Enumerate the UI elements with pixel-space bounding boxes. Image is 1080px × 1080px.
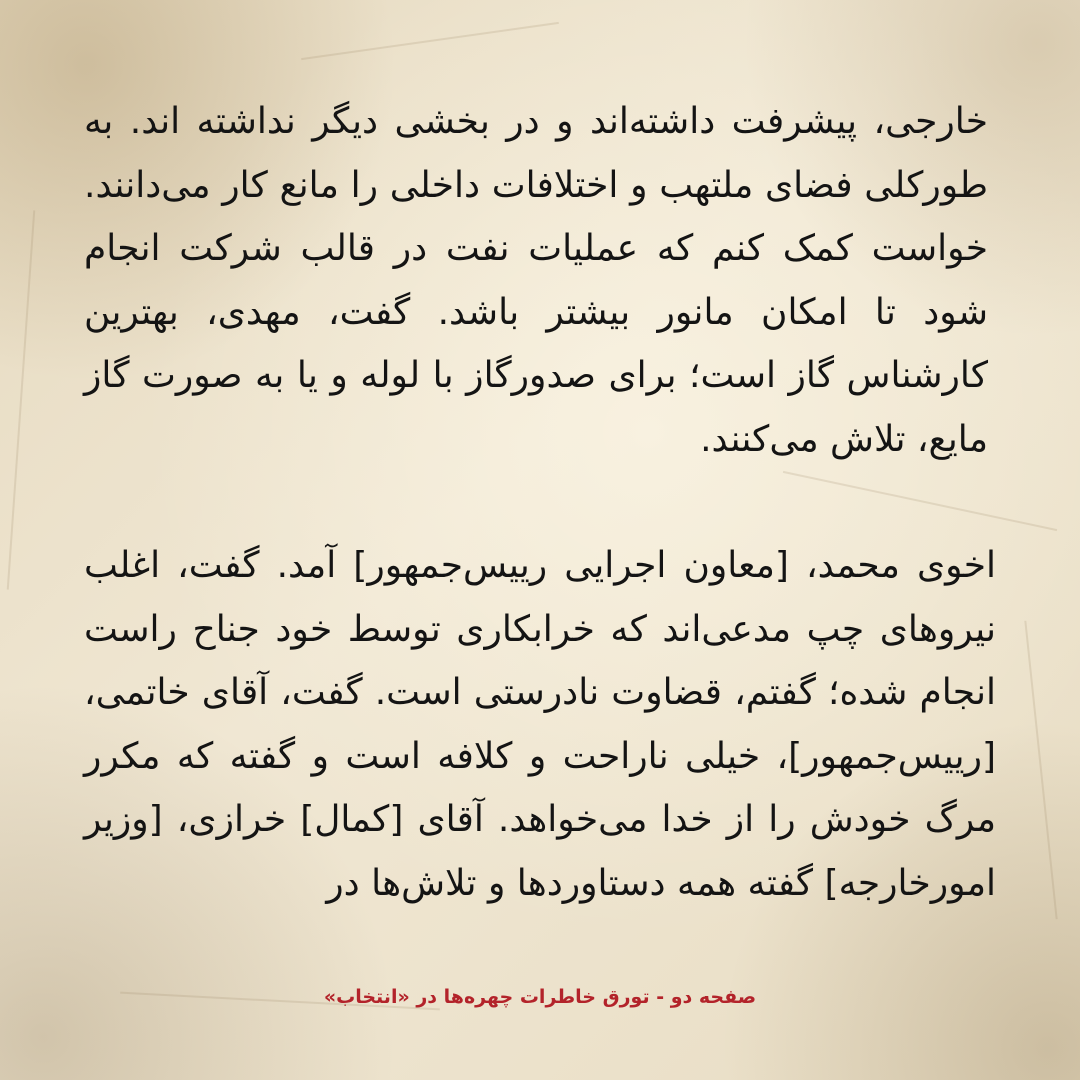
page-caption: صفحه دو - تورق خاطرات چهره‌ها در «انتخاب» <box>323 986 757 1008</box>
memoir-paragraph-1: خارجی، پیشرفت داشته‌اند و در بخشی دیگر نداشته اند. به طورکلی فضای ملتهب و اختلافات داخلی را مانع کار می‌دانند. خواست کمک کنم که عملیات نفت در قالب شرکت انجام شود تا امکان مانور بیشتر باشد. گفت، مهدی، بهترین کارشناس گاز است؛ برای صدورگاز با لوله و یا به صورت گاز مایع، تلاش می‌کنند. <box>84 101 988 460</box>
memoir-paragraph-2: اخوی محمد، [معاون اجرایی رییس‌جمهور] آمد. گفت، اغلب نیروهای چپ مدعی‌اند که خرابکاری توسط خود جناح راست انجام شده؛ گفتم، قضاوت نادرستی است. گفت، آقای خاتمی، [رییس‌جمهور]، خیلی ناراحت و کلافه است و گفته که مکرر مرگ خودش را از خدا می‌خواهد. آقای [کمال] خرازی، [وزیر امورخارجه] گفته همه دستاوردها و تلاش‌ها در <box>84 545 996 904</box>
paper-crease <box>301 22 559 60</box>
memoir-page <box>84 90 996 915</box>
paper-crease <box>1024 621 1057 920</box>
paper-crease <box>7 210 36 589</box>
